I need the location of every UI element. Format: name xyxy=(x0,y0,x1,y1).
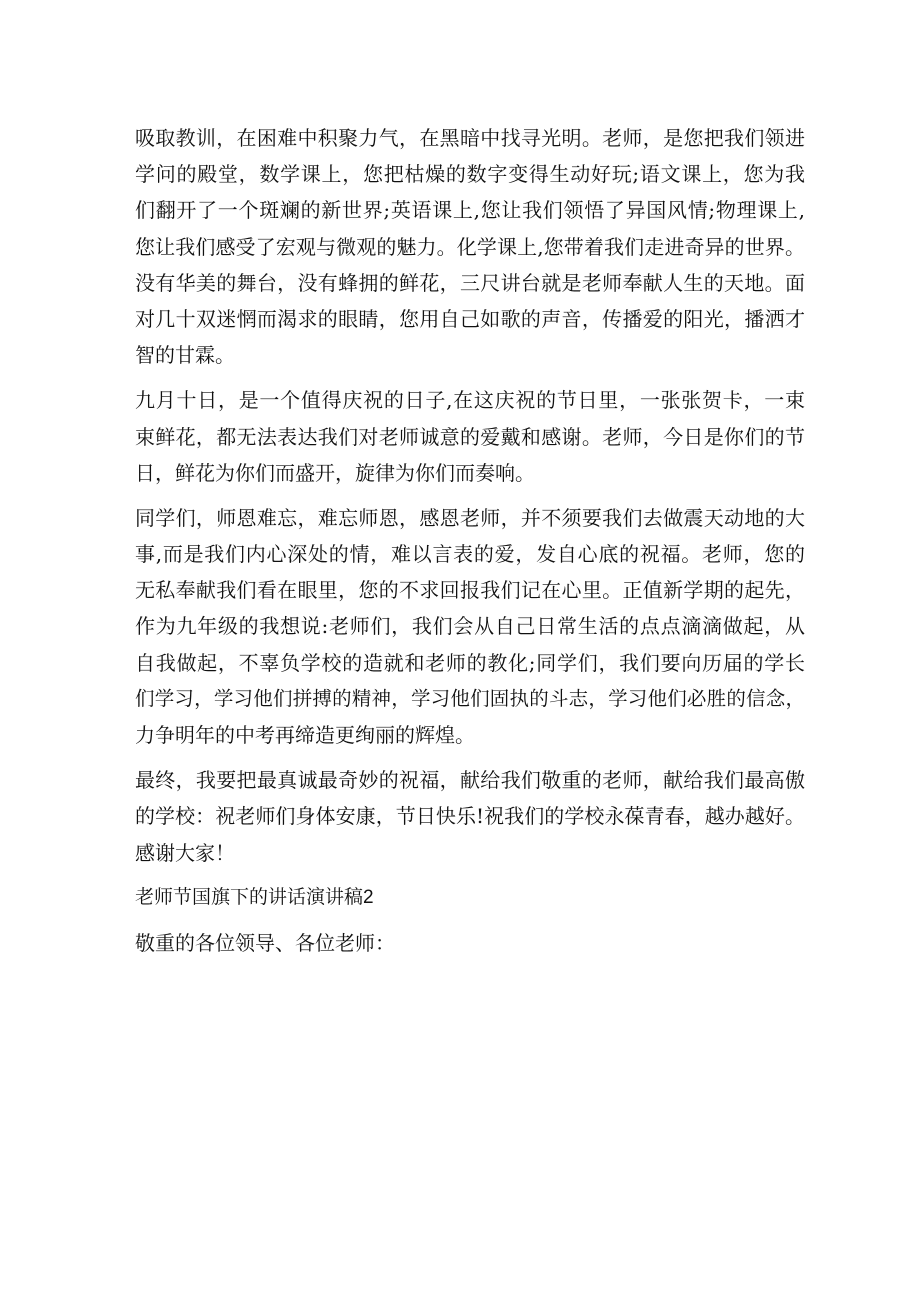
text-line: 事,而是我们内心深处的情，难以言表的爱，发自心底的祝福。老师，您的 xyxy=(135,542,805,567)
text-line: 吸取教训，在困难中积聚力气，在黑暗中找寻光明。老师，是您把我们领进 xyxy=(135,126,805,150)
section-heading-block xyxy=(135,880,805,916)
text-line: 作为九年级的我想说:老师们，我们会从自己日常生活的点点滴滴做起，从 xyxy=(135,614,805,639)
paragraph-2 xyxy=(135,382,805,491)
text-line: 最终，我要把最真诚最奇妙的祝福，献给我们敬重的老师，献给我们最高傲 xyxy=(135,768,805,793)
text-line: 智的甘霖。 xyxy=(135,343,235,368)
paragraph-4 xyxy=(135,762,805,871)
text-line: 您让我们感受了宏观与微观的魅力。化学课上,您带着我们走进奇异的世界。 xyxy=(135,234,805,259)
text-line: 束鲜花，都无法表达我们对老师诚意的爱戴和感谢。老师，今日是你们的节 xyxy=(135,424,805,449)
text-line: 日，鲜花为你们而盛开，旋律为你们而奏响。 xyxy=(135,460,535,485)
text-line: 的学校：祝老师们身体安康，节日快乐!祝我们的学校永葆青春，越办越好。 xyxy=(135,804,805,829)
text-line: 们翻开了一个斑斓的新世界;英语课上,您让我们领悟了异国风情;物理课上, xyxy=(135,198,805,223)
text-line: 没有华美的舞台，没有蜂拥的鲜花，三尺讲台就是老师奉献人生的天地。面 xyxy=(135,270,805,295)
document-body xyxy=(135,120,805,970)
text-line: 学问的殿堂，数学课上，您把枯燥的数字变得生动好玩;语文课上，您为我 xyxy=(135,162,805,187)
text-line: 感谢大家！ xyxy=(135,840,235,865)
paragraph-3 xyxy=(135,500,805,753)
text-line: 无私奉献我们看在眼里，您的不求回报我们记在心里。正值新学期的起先， xyxy=(135,578,805,603)
text-line: 同学们，师恩难忘，难忘师恩，感恩老师，并不须要我们去做震天动地的大 xyxy=(135,505,805,530)
text-line: 自我做起，不辜负学校的造就和老师的教化;同学们，我们要向历届的学长 xyxy=(135,650,805,675)
salutation: 敬重的各位领导、各位老师： xyxy=(135,930,395,955)
section-heading: 老师节国旗下的讲话演讲稿2 xyxy=(135,886,374,908)
text-line: 力争明年的中考再缔造更绚丽的辉煌。 xyxy=(135,723,475,747)
salutation-block xyxy=(135,925,805,961)
text-line: 九月十日，是一个值得庆祝的日子,在这庆祝的节日里，一张张贺卡，一束 xyxy=(135,388,805,413)
paragraph-1 xyxy=(135,120,805,373)
text-line: 对几十双迷惘而渴求的眼睛，您用自己如歌的声音，传播爱的阳光，播洒才 xyxy=(135,306,805,331)
text-line: 们学习，学习他们拼搏的精神，学习他们固执的斗志，学习他们必胜的信念， xyxy=(135,686,805,710)
